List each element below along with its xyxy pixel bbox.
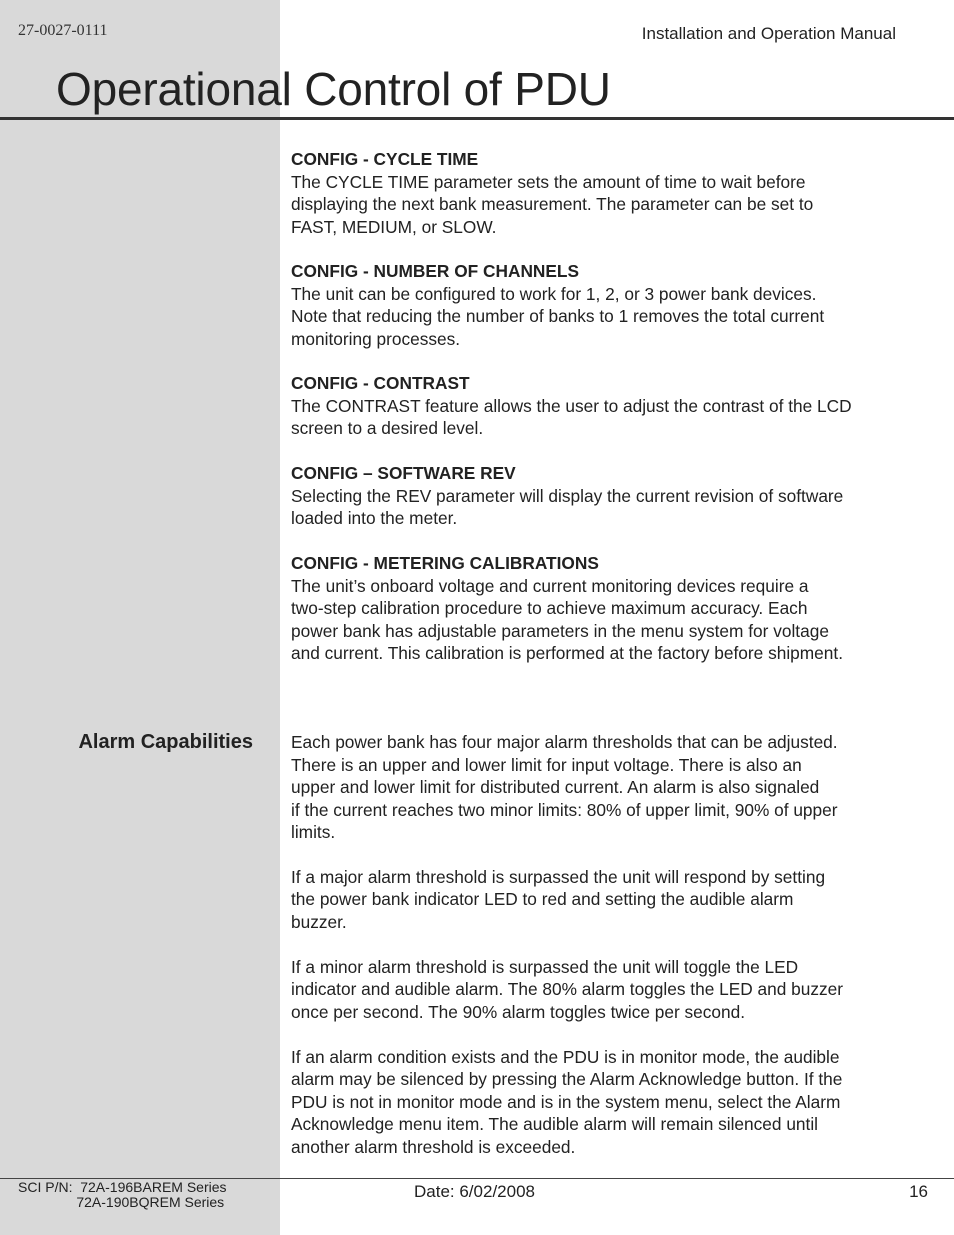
- body-line: If a minor alarm threshold is surpassed the unit will toggle the LED: [291, 956, 799, 977]
- alarm-capabilities-heading: Alarm Capabilities: [78, 731, 253, 753]
- body-line: The CYCLE TIME parameter sets the amount of time to wait before: [291, 171, 806, 192]
- body-line: screen to a desired level.: [291, 418, 484, 438]
- config-software-rev: [291, 462, 906, 530]
- config-contrast: [291, 372, 906, 440]
- document-number: 27-0027-0111: [18, 22, 108, 39]
- body-line: power bank has adjustable parameters in the menu system for voltage: [291, 620, 829, 641]
- body-line: Each power bank has four major alarm thresholds that can be adjusted.: [291, 732, 838, 752]
- section-heading: CONFIG – SOFTWARE REV: [291, 463, 516, 483]
- body-line: If an alarm condition exists and the PDU is in monitor mode, the audible: [291, 1046, 840, 1067]
- body-line: The CONTRAST feature allows the user to adjust the contrast of the LCD: [291, 395, 852, 416]
- manual-title: Installation and Operation Manual: [641, 24, 896, 43]
- section-heading: CONFIG - CONTRAST: [291, 373, 470, 393]
- body-line: displaying the next bank measurement. The parameter can be set to: [291, 194, 814, 214]
- body-line: alarm may be silenced by pressing the Alarm Acknowledge button. If the: [291, 1069, 843, 1090]
- body-line: If a major alarm threshold is surpassed the unit will respond by setting: [291, 866, 826, 887]
- page-number: 16: [909, 1182, 928, 1201]
- config-metering-calibrations: [291, 552, 906, 665]
- title-divider: [0, 117, 954, 120]
- body-line: loaded into the meter.: [291, 508, 458, 528]
- body-line: FAST, MEDIUM, or SLOW.: [291, 216, 497, 237]
- body-line: The unit’s onboard voltage and current monitoring devices require a: [291, 575, 809, 596]
- section-heading: CONFIG - NUMBER OF CHANNELS: [291, 261, 580, 281]
- document-date: Date: 6/02/2008: [414, 1182, 535, 1201]
- paragraph: [291, 1046, 906, 1159]
- body-line: The unit can be configured to work for 1, 2, or 3 power bank devices.: [291, 283, 817, 304]
- body-line: and current. This calibration is performed at the factory before shipment.: [291, 643, 843, 663]
- body-line: upper and lower limit for distributed current. An alarm is also signaled: [291, 777, 820, 797]
- body-line: PDU is not in monitor mode and is in the system menu, select the Alarm: [291, 1091, 841, 1112]
- alarm-capabilities-body: [291, 731, 906, 1181]
- body-line: Acknowledge menu item. The audible alarm will remain silenced until: [291, 1114, 819, 1135]
- part-number-line: SCI P/N: 72A-196BAREM Series: [18, 1179, 227, 1195]
- body-line: if the current reaches two minor limits: 80% of upper limit, 90% of upper: [291, 799, 838, 820]
- body-line: monitoring processes.: [291, 328, 461, 349]
- body-line: Note that reducing the number of banks to 1 removes the total current: [291, 306, 825, 326]
- body-line: Selecting the REV parameter will display the current revision of software: [291, 485, 844, 506]
- paragraph: [291, 956, 906, 1024]
- body-line: indicator and audible alarm. The 80% alarm toggles the LED and buzzer: [291, 979, 844, 1000]
- page-title: Operational Control of PDU: [56, 63, 611, 115]
- paragraph: [291, 731, 906, 844]
- part-number: [18, 1180, 227, 1210]
- body-line: buzzer.: [291, 911, 347, 932]
- part-number-line: 72A-190BQREM Series: [18, 1194, 225, 1210]
- body-line: limits.: [291, 822, 336, 842]
- paragraph: [291, 866, 906, 934]
- body-line: two-step calibration procedure to achieve maximum accuracy. Each: [291, 598, 808, 618]
- body-line: another alarm threshold is exceeded.: [291, 1136, 576, 1157]
- body-line: once per second. The 90% alarm toggles twice per second.: [291, 1001, 746, 1022]
- config-cycle-time: [291, 148, 906, 238]
- section-heading: CONFIG - METERING CALIBRATIONS: [291, 553, 599, 573]
- config-number-of-channels: [291, 260, 906, 350]
- section-heading: CONFIG - CYCLE TIME: [291, 149, 479, 169]
- body-line: the power bank indicator LED to red and setting the audible alarm: [291, 889, 794, 910]
- left-margin-panel: [0, 0, 280, 1235]
- body-line: There is an upper and lower limit for input voltage. There is also an: [291, 754, 802, 775]
